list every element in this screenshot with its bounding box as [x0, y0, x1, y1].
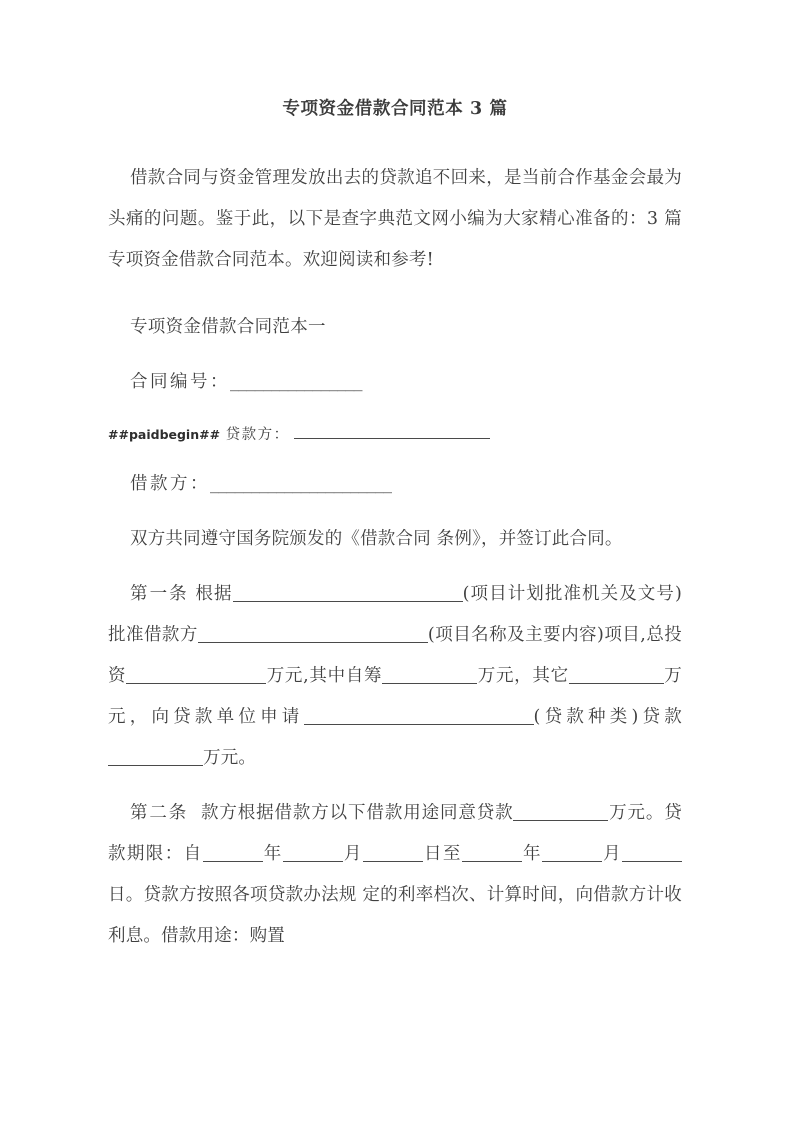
clause-two-blank-day-2: [622, 848, 682, 862]
paid-begin-marker: ##paidbegin##: [108, 427, 221, 442]
document-body: [108, 96, 682, 971]
clause-two-year-2: 年: [521, 844, 542, 864]
clause-one-blank-7: [108, 752, 203, 766]
paid-marker-row: [108, 417, 682, 452]
clause-one-text-3: (项目名称及主要内容)项目,总投资: [108, 625, 683, 686]
page-title: 专项资金借款合同范本 3 篇: [282, 99, 508, 119]
clause-two-paragraph: [108, 793, 682, 957]
section-heading: 专项资金借款合同范本一: [130, 317, 326, 337]
clause-two-blank-day-1: [363, 848, 423, 862]
clause-one-blank-5: [569, 670, 664, 684]
clause-one-blank-1: [233, 588, 463, 602]
clause-two-blank-month-1: [283, 848, 343, 862]
clause-one-text-8: 万元。: [203, 748, 257, 768]
contract-number-row: [108, 362, 682, 403]
clause-one-blank-6: [304, 711, 534, 725]
clause-two-text-2: 万元。贷款期限：自: [108, 803, 682, 864]
clause-one-text-7: (贷款种类)贷款: [533, 707, 682, 727]
clause-one-text-2: (项目计划批准机关及文号)批准借款方: [108, 584, 682, 645]
clause-two-text-3: 日。贷款方按照各项贷款办法规 定的利率档次、计算时间，向借款方计收利息。借款用途：购置: [108, 885, 682, 946]
clause-one-paragraph: [108, 574, 682, 779]
clause-one-text-4: 万元,其中自筹: [266, 666, 383, 686]
clause-one-blank-4: [382, 670, 477, 684]
clause-two-blank-month-2: [542, 848, 602, 862]
clause-two-month-1: 月: [342, 844, 363, 864]
clause-one-blank-2: [198, 629, 428, 643]
clause-two-year-1: 年: [262, 844, 283, 864]
clause-one-label: 第一条: [130, 584, 189, 604]
clause-two-month-2: 月: [601, 844, 623, 864]
lender-blank: [294, 426, 490, 439]
clause-one-text-5: 万元，其它: [477, 666, 569, 686]
compliance-paragraph: 双方共同遵守国务院颁发的《借款合同 条例》，并签订此合同。: [130, 529, 623, 549]
clause-two-blank-year-2: [462, 848, 522, 862]
clause-two-label: 第二条: [130, 803, 189, 823]
contract-number-label: 合同编号：: [130, 372, 230, 392]
borrower-label: 借款方：: [130, 474, 210, 494]
borrower-row: [108, 464, 682, 505]
intro-paragraph: 借款合同与资金管理发放出去的贷款追不回来，是当前合作基金会最为头痛的问题。鉴于此，以下是查字典范文网小编为大家精心准备的：3 篇专项资金借款合同范本。欢迎阅读和参考!: [108, 168, 682, 270]
clause-two-day-1: 日至: [422, 844, 462, 864]
borrower-blank: ______________________: [210, 474, 392, 494]
clause-one-text-6: 万元，向贷款单位申请: [108, 666, 683, 727]
clause-two-text-1: 款方根据借款方以下借款用途同意贷款: [201, 803, 514, 823]
lender-label: 贷款方：: [225, 427, 290, 443]
clause-two-blank-1: [513, 807, 608, 821]
contract-number-blank: ________________: [230, 372, 362, 392]
clause-one-blank-3: [126, 670, 266, 684]
clause-two-blank-year-1: [203, 848, 263, 862]
clause-one-text-1: 根据: [195, 584, 233, 604]
